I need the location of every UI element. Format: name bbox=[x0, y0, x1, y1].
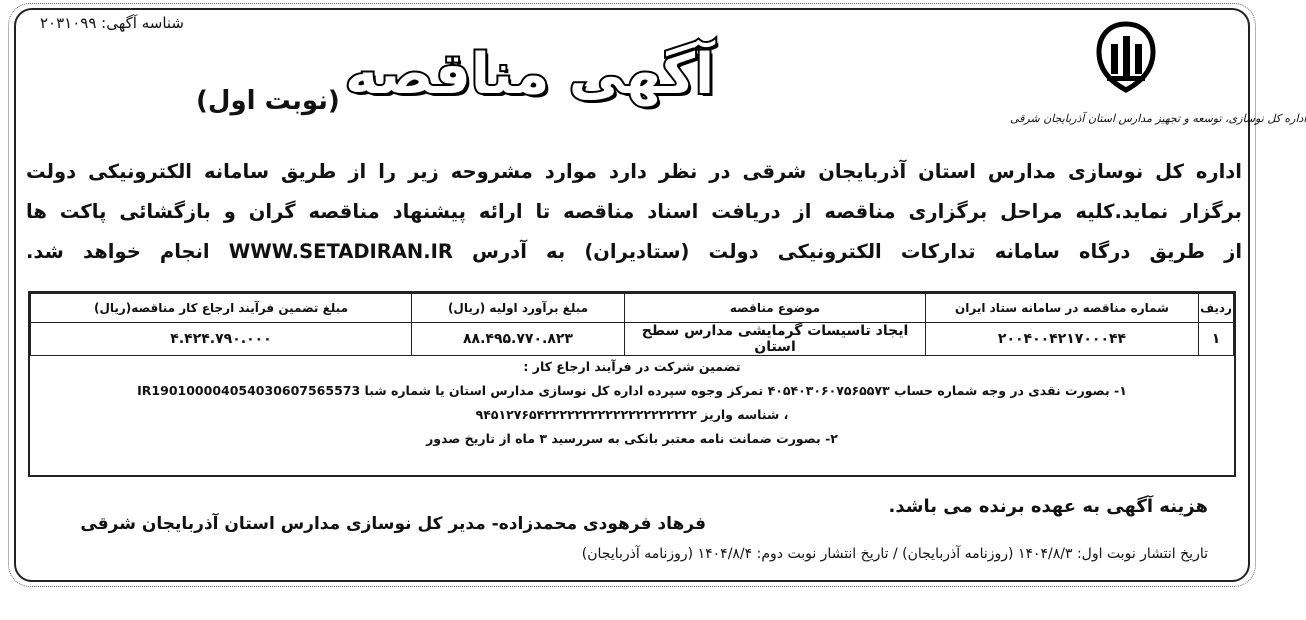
paragraph-line: برگزار نماید.کلیه مراحل برگزاری مناقصه از دریافت اسناد مناقصه تا ارائه پیشنهاد مناقصه گران و بازگشائی پاکت ها bbox=[26, 200, 1242, 223]
organization-logo-icon bbox=[1095, 22, 1157, 92]
cell-estimate: ۸۸.۴۹۵.۷۷۰.۸۲۳ bbox=[412, 323, 625, 356]
col-header-estimate: مبلغ برآورد اولیه (ریال) bbox=[412, 294, 625, 323]
paragraph-line: اداره کل نوسازی مدارس استان آذربایجان شرقی در نظر دارد موارد مشروحه زیر را از طریق سامانه الکترونیکی دولت bbox=[26, 160, 1242, 183]
intro-paragraph bbox=[26, 152, 1242, 272]
tender-table bbox=[28, 291, 1236, 477]
table-header-row bbox=[31, 294, 1234, 323]
guarantee-item: ، شناسه واریز ۹۴۵۱۲۷۶۵۴۲۲۲۲۲۲۲۲۲۲۲۲۲۲۲۲۲۲۲۲ bbox=[475, 407, 789, 422]
guarantee-notes bbox=[30, 355, 1234, 451]
table-row bbox=[31, 323, 1234, 356]
cell-guarantee: ۴.۴۲۴.۷۹۰.۰۰۰ bbox=[31, 323, 412, 356]
organization-caption: اداره کل نوسازی، توسعه و تجهیز مدارس استان آذربایجان شرقی bbox=[1010, 112, 1306, 125]
cell-row-number: ۱ bbox=[1199, 323, 1234, 356]
ad-id: شناسه آگهی: ۲۰۳۱۰۹۹ bbox=[40, 14, 184, 32]
cell-subject: ایجاد تاسیسات گرمایشی مدارس سطح استان bbox=[625, 323, 926, 356]
col-header-tender-number: شماره مناقصه در سامانه ستاد ایران bbox=[926, 294, 1199, 323]
signature: فرهاد فرهودی محمدزاده- مدیر کل نوسازی مدارس استان آذربایجان شرقی bbox=[80, 514, 706, 534]
cost-note: هزینه آگهی به عهده برنده می باشد. bbox=[888, 496, 1208, 517]
publication-dates: تاریخ انتشار نوبت اول: ۱۴۰۴/۸/۳ (روزنامه آذربایجان) / تاریخ انتشار نوبت دوم: ۱۴۰۴/۸/۴ (روزنامه آذربایجان) bbox=[581, 546, 1208, 562]
guarantee-item: ۲- بصورت ضمانت نامه معتبر بانکی به سررسید ۳ ماه از تاریخ صدور bbox=[426, 431, 838, 446]
col-header-subject: موضوع مناقصه bbox=[625, 294, 926, 323]
page-title: آگهی مناقصه bbox=[345, 42, 715, 107]
round-subtitle: (نوبت اول) bbox=[196, 86, 340, 116]
paragraph-line: از طریق درگاه سامانه تدارکات الکترونیکی دولت (ستادیران) به آدرس WWW.SETADIRAN.IR انجام خواهد شد. bbox=[26, 240, 1243, 263]
col-header-guarantee: مبلغ تضمین فرآیند ارجاع کار مناقصه(ریال) bbox=[31, 294, 412, 323]
col-header-row-number: ردیف bbox=[1199, 294, 1234, 323]
guarantee-title: تضمین شرکت در فرآیند ارجاع کار : bbox=[523, 359, 741, 374]
cell-tender-number: ۲۰۰۴۰۰۴۲۱۷۰۰۰۴۴ bbox=[926, 323, 1199, 356]
guarantee-item: ۱- بصورت نقدی در وجه شماره حساب ۴۰۵۴۰۳۰۶۰۷۵۶۵۵۷۳ تمرکز وجوه سپرده اداره کل نوسازی مدارس استان یا شماره شبا IR190100004054030607565573 bbox=[137, 383, 1127, 398]
